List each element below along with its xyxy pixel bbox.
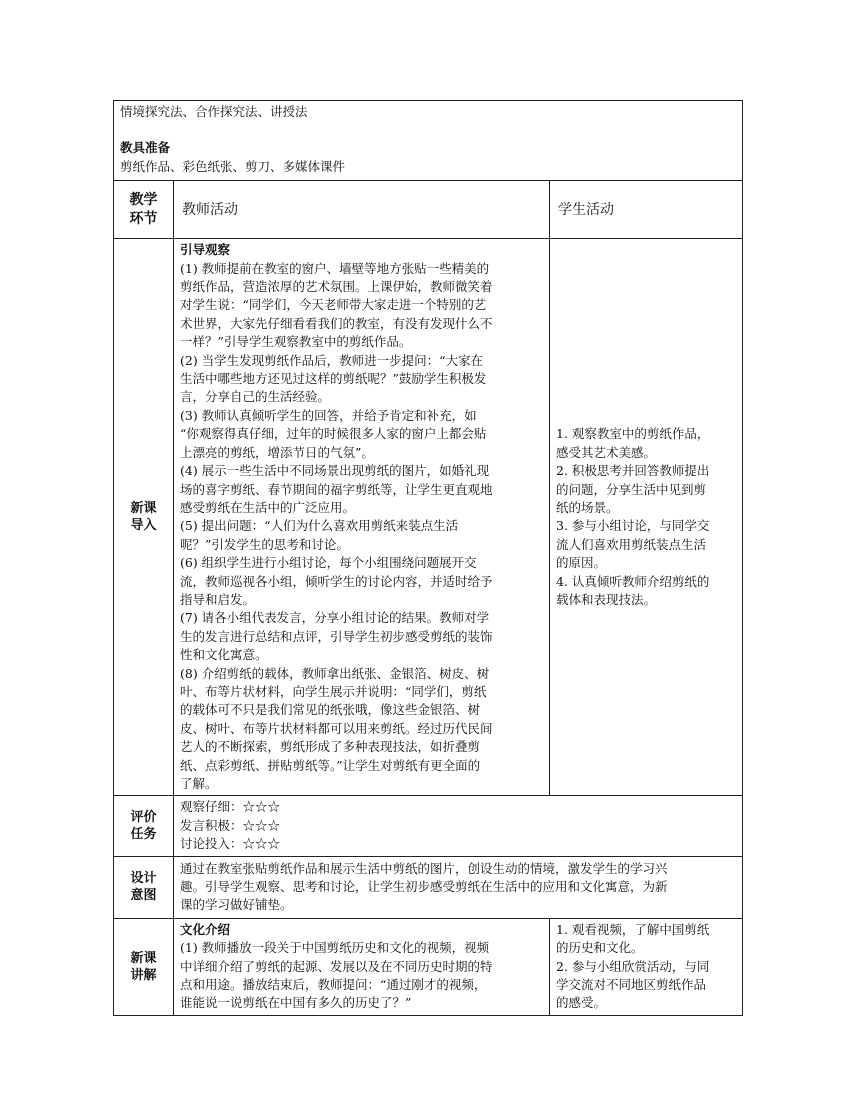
lecture-student-text <box>556 921 736 1013</box>
lecture-row <box>114 918 743 1015</box>
intro-teacher-line: (6) 组织学生进行小组讨论，每个小组围绕问题展开交 <box>180 555 477 571</box>
evaluation-label-line2: 任务 <box>130 827 157 843</box>
intro-student-cell <box>550 239 743 796</box>
lecture-student-line: 2. 参与小组欣赏活动，与同 <box>556 958 710 974</box>
intro-teacher-line: (2) 当学生发现剪纸作品后，教师进一步提问：“大家在 <box>180 352 484 368</box>
intro-teacher-line: 生活中哪些地方还见过这样的剪纸呢？”鼓励学生积极发 <box>180 371 487 387</box>
design-text <box>180 860 736 915</box>
evaluation-row <box>114 796 743 856</box>
intro-student-line: 3. 参与小组讨论，与同学交 <box>556 518 710 534</box>
design-line: 课的学习做好铺垫。 <box>180 897 293 913</box>
lesson-plan-table <box>113 100 743 1016</box>
design-label <box>114 856 174 918</box>
intro-student-text <box>556 425 736 609</box>
header-stage-line2: 环节 <box>129 210 158 227</box>
intro-teacher-line: 生的发言进行总结和点评，引导学生初步感受剪纸的装饰 <box>180 628 493 644</box>
intro-student-line: 2. 积极思考并回答教师提出 <box>556 463 710 479</box>
intro-teacher-line: 上漂亮的剪纸，增添节日的气氛”。 <box>180 444 374 460</box>
intro-teacher-line: 言，分享自己的生活经验。 <box>180 389 331 405</box>
intro-teacher-line: (5) 提出问题：“人们为什么喜欢用剪纸来装点生活 <box>180 518 459 534</box>
lesson-plan-page <box>113 100 742 1016</box>
lecture-teacher-text <box>180 939 543 1013</box>
lecture-student-line: 的历史和文化。 <box>556 940 644 956</box>
intro-teacher-line: 一样？”引导学生观察教室中的剪纸作品。 <box>180 334 412 350</box>
intro-teacher-line: “你观察得真仔细，过年的时候很多人家的窗户上都会贴 <box>180 426 487 442</box>
lecture-teacher-line: 中详细介绍了剪纸的起源、发展以及在不同历史时期的特 <box>180 958 493 974</box>
intro-teacher-line: 的载体可不只是我们常见的纸张哦，像这些金银箔、树 <box>180 702 481 718</box>
prep-title: 教具准备 <box>120 140 171 156</box>
intro-teacher-line: 性和文化寓意。 <box>180 647 268 663</box>
intro-student-line: 纸的场景。 <box>556 499 619 515</box>
lecture-teacher-line: 谁能说一说剪纸在中国有多久的历史了？” <box>180 995 412 1011</box>
design-label-line1: 设计 <box>130 871 157 887</box>
design-label-line2: 意图 <box>130 888 157 904</box>
lecture-label <box>114 918 174 1015</box>
evaluation-cell <box>174 796 743 856</box>
lecture-teacher-line: (1) 教师播放一段关于中国剪纸历史和文化的视频，视频 <box>180 940 490 956</box>
intro-teacher-line: (3) 教师认真倾听学生的回答，并给予肯定和补充，如 <box>180 407 477 423</box>
lecture-label-line2: 讲解 <box>130 967 157 983</box>
intro-student-line: 1. 观察教室中的剪纸作品， <box>556 426 710 442</box>
intro-teacher-line: 叶、布等片状材料，向学生展示并说明：“同学们，剪纸 <box>180 683 487 699</box>
intro-teacher-cell <box>174 239 550 796</box>
intro-teacher-line: (8) 介绍剪纸的载体，教师拿出纸张、金银箔、树皮、树 <box>180 665 490 681</box>
top-info-row <box>114 101 743 181</box>
intro-teacher-line: (4) 展示一些生活中不同场景出现剪纸的图片，如婚礼现 <box>180 463 490 479</box>
intro-label-line1: 新课 <box>130 501 157 517</box>
evaluation-item: 讨论投入：☆☆☆ <box>180 836 281 852</box>
design-line: 通过在教室张贴剪纸作品和展示生活中剪纸的图片，创设生动的情境，激发学生的学习兴 <box>180 860 668 876</box>
header-stage-line1: 教学 <box>129 191 158 208</box>
intro-teacher-line: 剪纸作品，营造浓厚的艺术氛围。上课伊始，教师微笑着 <box>180 279 493 295</box>
lecture-student-line: 的感受。 <box>556 995 607 1011</box>
intro-teacher-line: 对学生说：“同学们，今天老师带大家走进一个特别的艺 <box>180 297 487 313</box>
lecture-student-line: 学交流对不同地区剪纸作品 <box>556 977 707 993</box>
intro-teacher-line: (7) 请各小组代表发言，分享小组讨论的结果。教师对学 <box>180 610 490 626</box>
intro-teacher-line: 呢？”引发学生的思考和讨论。 <box>180 536 349 552</box>
lecture-teacher-line: 点和用途。播放结束后，教师提问：“通过刚才的视频， <box>180 977 487 993</box>
design-cell <box>174 856 743 918</box>
intro-teacher-line: 术世界，大家先仔细看看我们的教室，有没有发现什么不 <box>180 315 493 331</box>
lecture-student-line: 1. 观看视频，了解中国剪纸 <box>556 921 710 937</box>
evaluation-item: 发言积极：☆☆☆ <box>180 817 281 833</box>
intro-title: 引导观察 <box>180 242 231 258</box>
evaluation-item: 观察仔细：☆☆☆ <box>180 799 281 815</box>
intro-row <box>114 239 743 796</box>
lecture-teacher-cell <box>174 918 550 1015</box>
intro-teacher-line: 感受剪纸在生活中的广泛应用。 <box>180 499 356 515</box>
intro-student-line: 载体和表现技法。 <box>556 591 657 607</box>
design-line: 趣。引导学生观察、思考和讨论，让学生初步感受剪纸在生活中的应用和文化寓意，为新 <box>180 879 668 895</box>
lecture-student-cell <box>550 918 743 1015</box>
intro-student-line: 的问题，分享生活中见到剪 <box>556 481 707 497</box>
intro-student-line: 流人们喜欢用剪纸装点生活 <box>556 536 707 552</box>
intro-teacher-text <box>180 260 543 794</box>
evaluation-label-line1: 评价 <box>130 810 157 826</box>
intro-student-line: 的原因。 <box>556 555 607 571</box>
lecture-label-line1: 新课 <box>130 950 157 966</box>
intro-teacher-line: 指导和启发。 <box>180 591 256 607</box>
intro-teacher-line: (1) 教师提前在教室的窗户、墙壁等地方张贴一些精美的 <box>180 260 490 276</box>
header-teacher-activity: 教师活动 <box>174 181 550 239</box>
teaching-methods-text: 情境探究法、合作探究法、讲授法 <box>120 104 308 119</box>
intro-teacher-line: 艺人的不断探索，剪纸形成了多种表现技法，如折叠剪 <box>180 739 481 755</box>
intro-student-line: 感受其艺术美感。 <box>556 444 657 460</box>
intro-teacher-line: 场的喜字剪纸、春节期间的福字剪纸等，让学生更直观地 <box>180 481 493 497</box>
intro-teacher-line: 皮、树叶、布等片状材料都可以用来剪纸。经过历代民间 <box>180 720 493 736</box>
evaluation-label <box>114 796 174 856</box>
table-header-row <box>114 181 743 239</box>
design-row <box>114 856 743 918</box>
intro-label-line2: 导入 <box>130 518 157 534</box>
intro-teacher-line: 流，教师巡视各小组，倾听学生的讨论内容，并适时给予 <box>180 573 493 589</box>
intro-teacher-line: 纸、点彩剪纸、拼贴剪纸等。”让学生对剪纸有更全面的 <box>180 757 481 773</box>
intro-teacher-line: 了解。 <box>180 776 218 791</box>
intro-student-line: 4. 认真倾听教师介绍剪纸的 <box>556 573 710 589</box>
lecture-title: 文化介绍 <box>180 921 231 937</box>
prep-text: 剪纸作品、彩色纸张、剪刀、多媒体课件 <box>120 158 346 174</box>
header-stage <box>114 181 174 239</box>
header-student-activity: 学生活动 <box>550 181 743 239</box>
intro-label <box>114 239 174 796</box>
